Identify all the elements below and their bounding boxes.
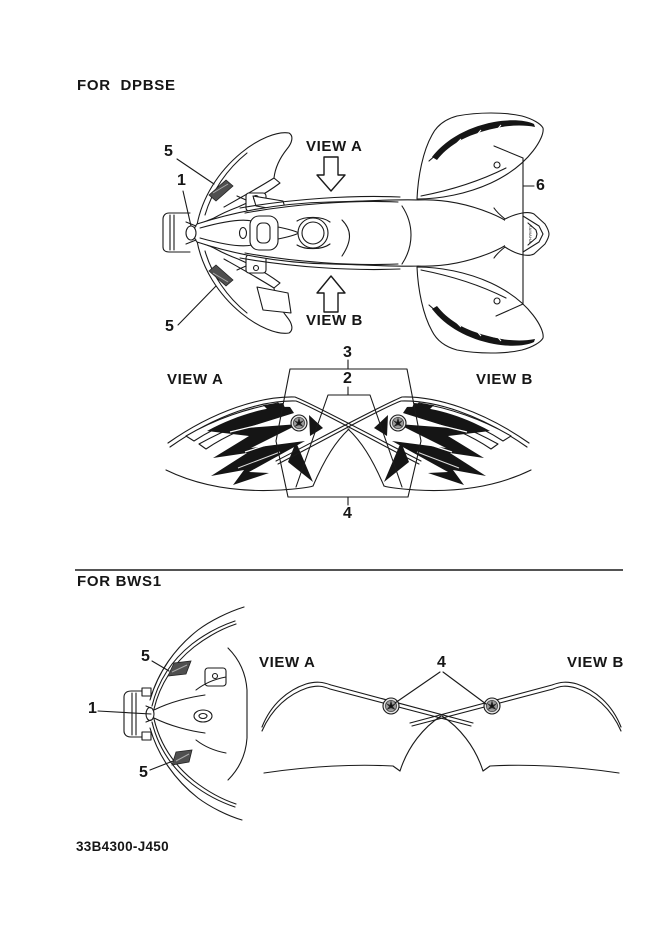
callout-2: 2 — [343, 370, 352, 387]
drawing-number: 33B4300-J450 — [76, 839, 169, 854]
callout-5-top: 5 — [164, 143, 173, 160]
tail-yamaha-mark: YAMAHA — [528, 224, 533, 244]
callout-1: 1 — [177, 172, 186, 189]
view-b-label-top: VIEW B — [306, 312, 363, 329]
view-a-label-top: VIEW A — [306, 138, 363, 155]
callout-6: 6 — [536, 177, 545, 194]
view-b-arrow-up-icon — [317, 276, 345, 312]
view-a-arrow-down-icon — [317, 157, 345, 191]
view-b-label-bws1: VIEW B — [567, 654, 624, 671]
callout-4-bws1: 4 — [437, 654, 446, 671]
callout-5-bottom-bws1: 5 — [139, 764, 148, 781]
view-a-label-mid: VIEW A — [167, 371, 224, 388]
atv-front-view — [98, 607, 247, 820]
section-heading-bws1: FOR BWS1 — [77, 573, 162, 590]
leader-5-bottom — [178, 286, 216, 325]
callout-3: 3 — [343, 344, 352, 361]
callout-5-bottom: 5 — [165, 318, 174, 335]
callout-5-top-bws1: 5 — [141, 648, 150, 665]
view-b-label-mid: VIEW B — [476, 371, 533, 388]
bws1-fender-detail — [262, 672, 621, 773]
section-heading-dpbse: FOR DPBSE — [77, 77, 176, 94]
callout-4-mid: 4 — [343, 505, 352, 522]
leader-5-top-bws1 — [152, 661, 169, 671]
callout-1-bws1: 1 — [88, 700, 97, 717]
leader-4-bws1 — [395, 672, 486, 704]
view-a-label-bws1: VIEW A — [259, 654, 316, 671]
